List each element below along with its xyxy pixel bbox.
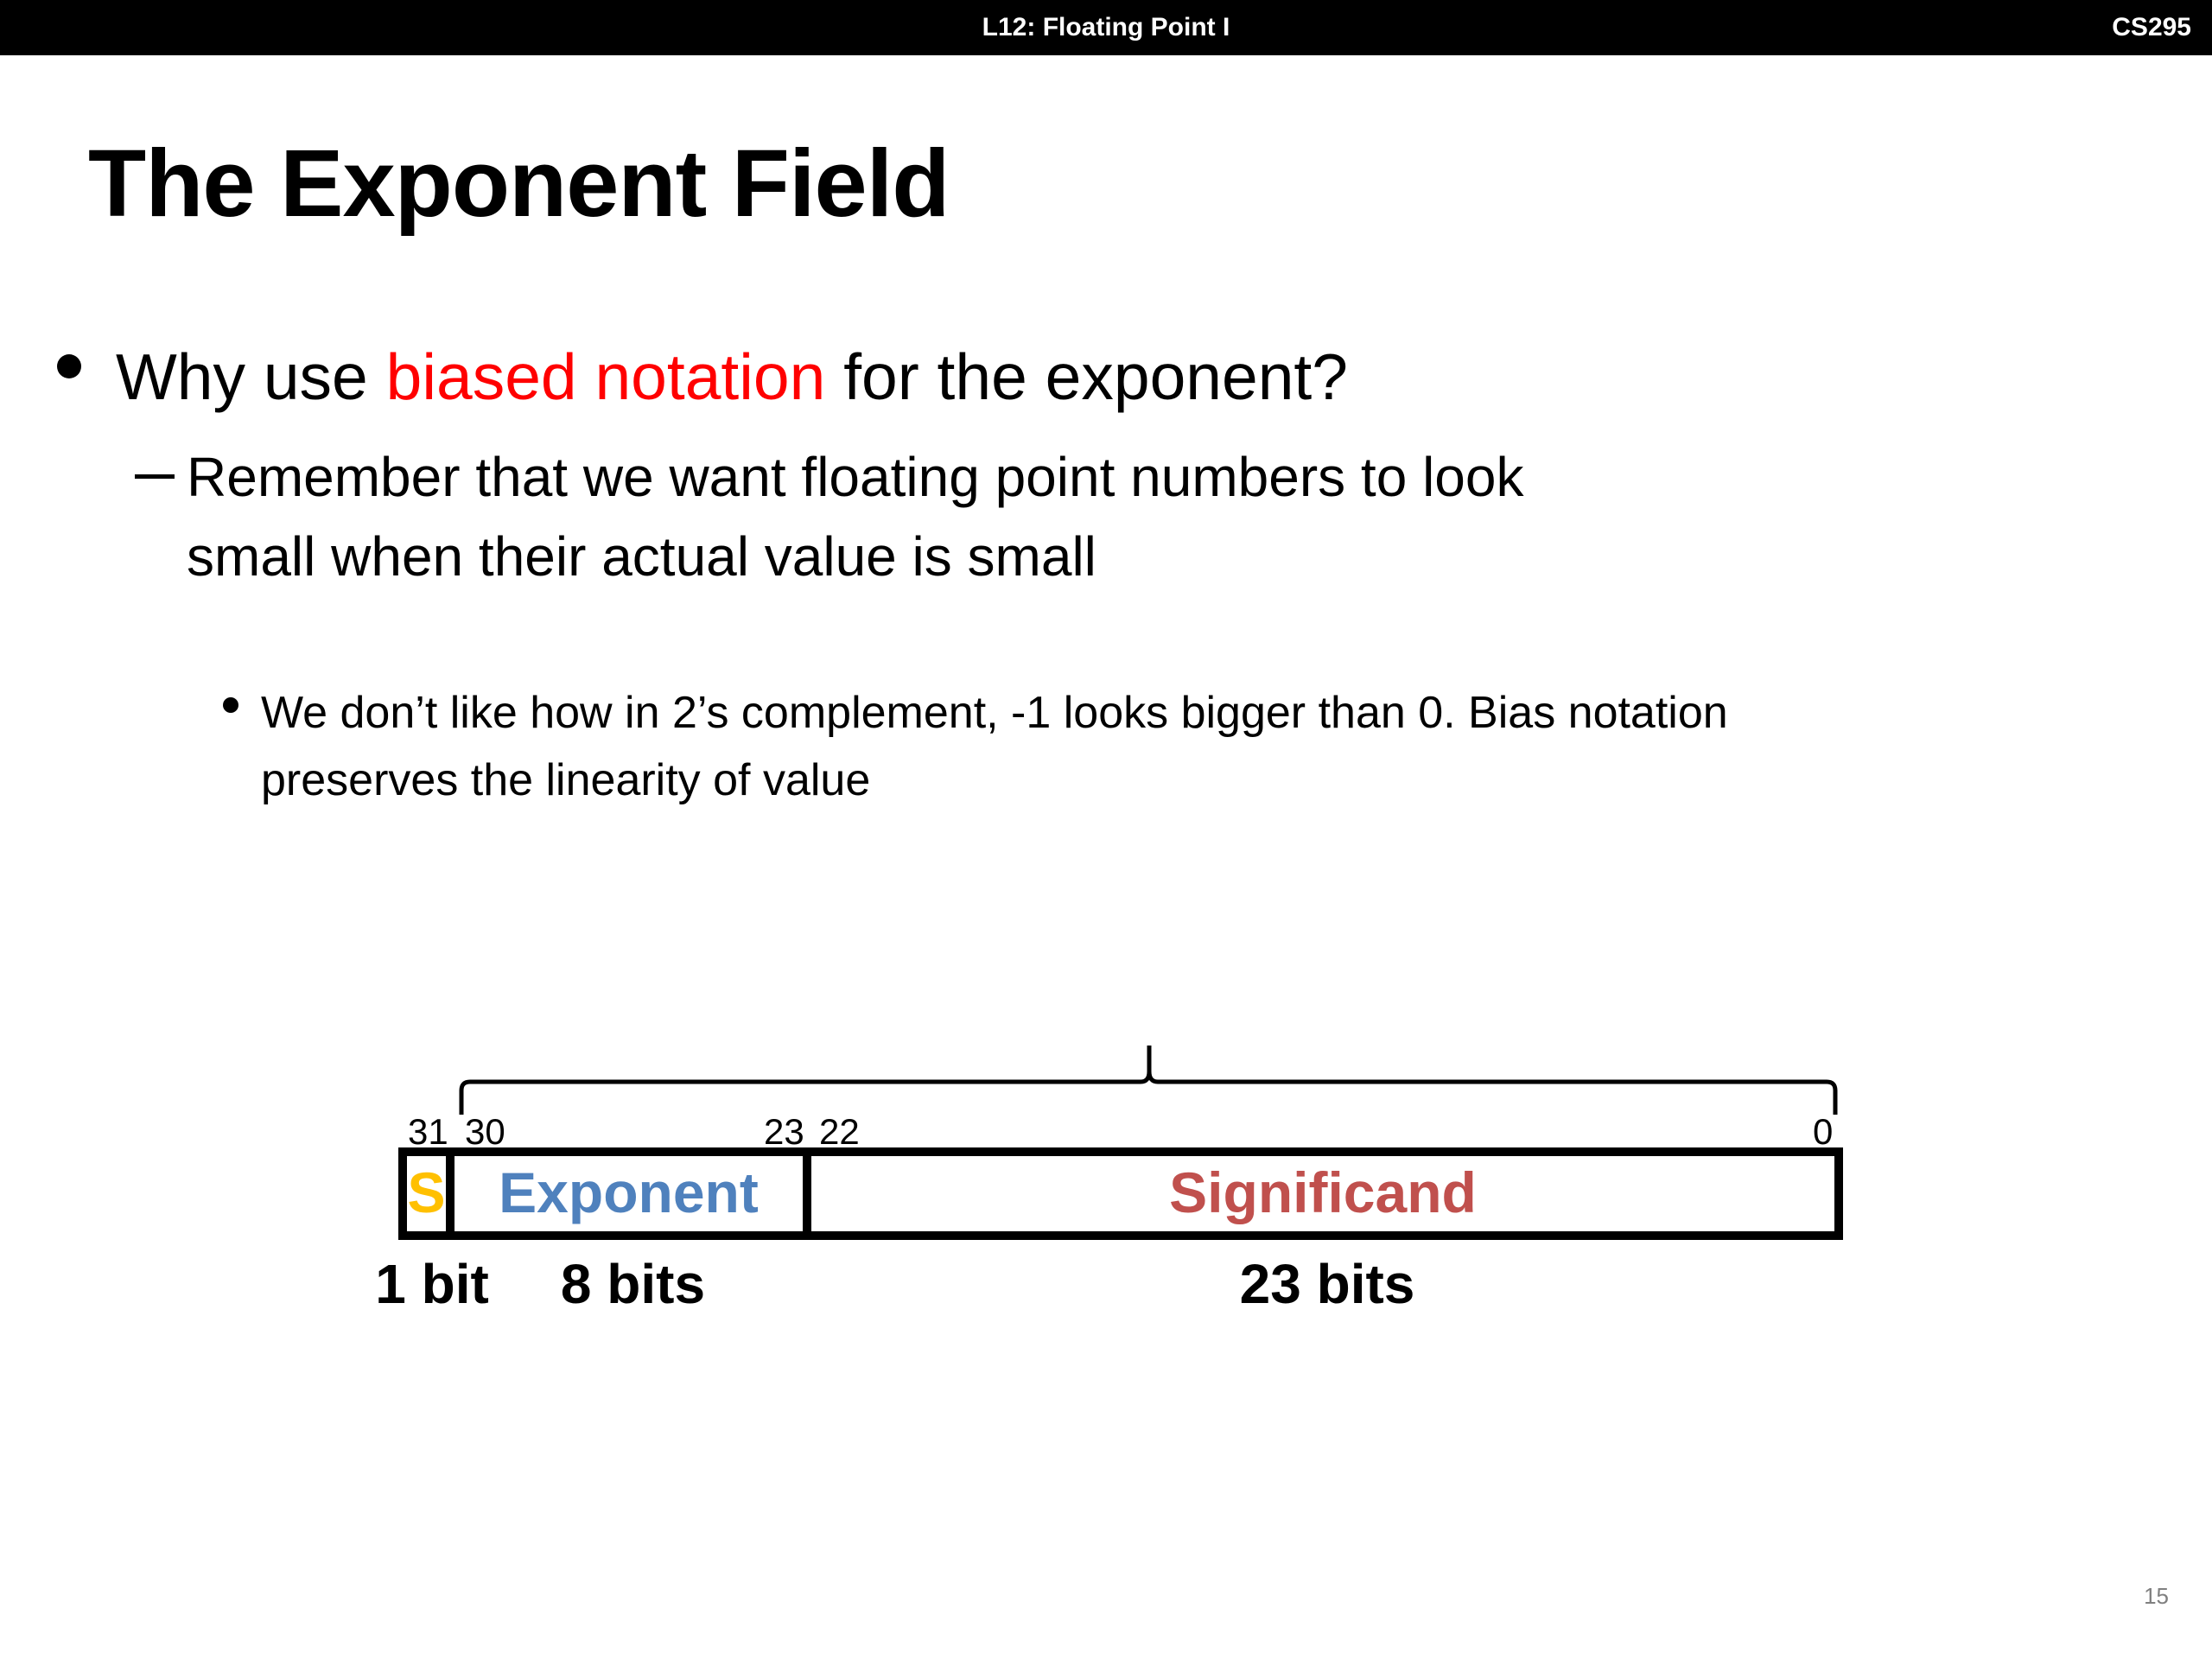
lecture-title: L12: Floating Point I xyxy=(982,13,1230,41)
significand-size: 23 bits xyxy=(1239,1253,1415,1315)
sub-sub-bullet: We don’t like how in 2’s complement, -1 looks bigger than 0. Bias notation preserves the linearity of value xyxy=(261,688,1728,805)
bullet-text-prefix: Why use xyxy=(116,340,386,413)
sign-label: S xyxy=(407,1160,446,1224)
page-number: 15 xyxy=(2144,1583,2169,1609)
bullet-text-suffix: for the exponent? xyxy=(825,340,1348,413)
bit-position-23: 23 xyxy=(764,1111,804,1152)
bit-position-0: 0 xyxy=(1813,1111,1834,1152)
slide-title: The Exponent Field xyxy=(88,130,950,237)
bit-position-22: 22 xyxy=(819,1111,860,1152)
bit-position-31: 31 xyxy=(408,1111,448,1152)
exponent-label: Exponent xyxy=(499,1160,759,1224)
significand-label: Significand xyxy=(1169,1160,1477,1224)
exponent-size: 8 bits xyxy=(560,1253,706,1315)
bit-position-30: 30 xyxy=(465,1111,505,1152)
sign-size: 1 bit xyxy=(375,1253,489,1315)
bullet-highlight: biased notation xyxy=(385,340,826,413)
sub-bullet: Remember that we want floating point numbers to look small when their actual value is small xyxy=(187,446,1524,588)
curly-brace xyxy=(461,1046,1835,1115)
course-code: CS295 xyxy=(2112,13,2191,41)
